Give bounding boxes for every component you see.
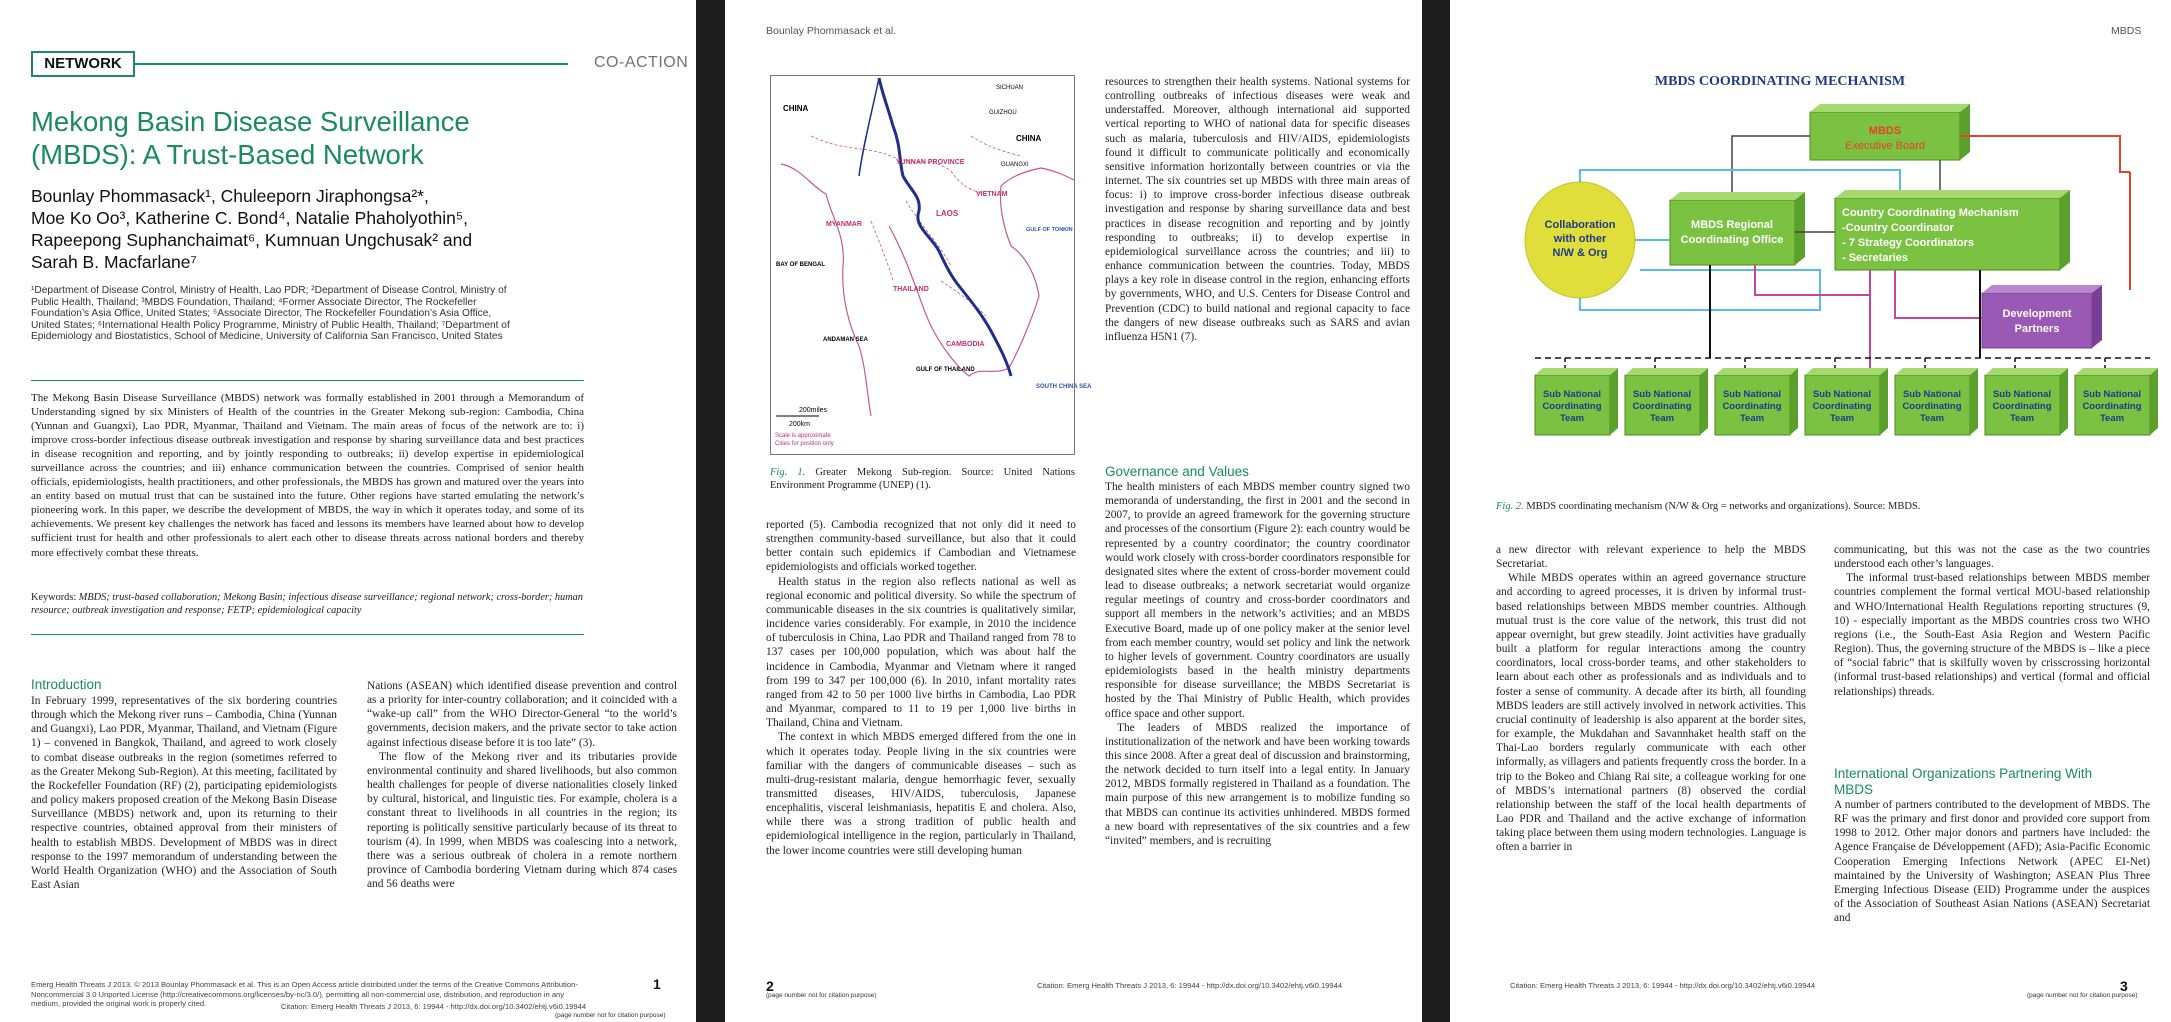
map-label-gulf-tonkin: GULF OF TONKIN (1026, 227, 1073, 233)
license-footer: Emerg Health Threats J 2013. © 2013 Bounlay Phommasack et al. This is an Open Access article distributed under the terms of the Creative Commons Attribution- Noncommercial 3.0 Unported License (http://creativecommons.org/licenses/by-nc/3.0/), permitting all non-commercial use, distribution, and reproduction in any medium, provided the original work is properly cited. (31, 980, 578, 1009)
publisher-logo: CO-ACTION (594, 54, 689, 71)
svg-text:Team: Team (2099, 413, 2125, 424)
sub-team-5 (1895, 368, 1978, 435)
diagram-title: MBDS COORDINATING MECHANISM (1654, 74, 1906, 89)
executive-board-line2: Executive Board (1844, 140, 1926, 152)
link-exec-regional (1732, 136, 1810, 192)
svg-text:Coordinating: Coordinating (2082, 401, 2142, 412)
svg-text:Sub National: Sub National (1722, 389, 1782, 400)
article-title: Mekong Basin Disease Surveillance (MBDS): A Trust-Based Network (31, 106, 470, 170)
abstract-rule-bottom (31, 634, 584, 635)
intro-column-2: Nations (ASEAN) which identified disease prevention and control as a priority for inter-country collaboration; and it coincided with a “wake-up call” from the WHO Director-General “to the world’s governments, decision makers, and the private sector to take action against infectious disease before it is too late” (3). The flow of the Mekong river and its tributaries provide environmental continuity and shared livelihoods, but also common health challenges for people of diverse nationalities closely linked by cultural, historical, and linguistic ties. For example, cholera is a constant threat to livelihoods in all countries in the region; its reporting is politically sensitive particularly because of its threat to tourism (4). In 1999, when MBDS was coalescing into a network, there was a serious outbreak of cholera in a remote northern province of Cambodia bordering Vietnam during which 874 cases and 56 deaths were (367, 680, 677, 891)
keywords: Keywords: MBDS; trust-based collaboration; Mekong Basin; infectious disease surveillance; regional network; cross-border; human resource; outbreak investigation and response; FETP; epidemiological capacity (31, 592, 583, 616)
map-label-china-west: CHINA (783, 104, 809, 113)
section-tag: NETWORK (31, 51, 135, 77)
river-tributary (859, 78, 879, 176)
page-number: 3 (2120, 978, 2128, 994)
governance-heading: Governance and Values (1105, 464, 1249, 479)
scale-km: 200km (789, 421, 811, 428)
collaboration-line3: N/W & Org (1552, 247, 1608, 259)
page2-column-2: resources to strengthen their health systems. National systems for controlling outbreaks of infectious diseases were weak and understaffed. Moreover, although international aid supported vertical reporting to WHO of national data for specific diseases such as malaria, tuberculosis and HIV/AIDS, epidemiologists found it difficult to communicate politically and economically sensitive information horizontally between countries or via the internet. The six countries set up MBDS with three main areas of focus: i) to improve cross-border infectious disease outbreak investigation and response by sharing surveillance data and best practices in disease recognition and reporting and by jointly responding to outbreaks; ii) to develop expertise in epidemiological surveillance across the countries; and iii) to enhance communication between the countries. Today, MBDS plays a key role in disease control in the region, enhancing efforts by governments, WHO, and U.S. Centers for Disease Control and Prevention (CDC) to build national and regional capacity to face the dangers of new disease outbreaks such as SARS and avian influenza H5N1 (7). (1105, 76, 1410, 343)
mekong-river (879, 78, 1011, 376)
country-mechanism-line3: - 7 Strategy Coordinators (1842, 237, 1975, 249)
sub-team-6 (1985, 368, 2068, 435)
development-partners-box-top (1982, 285, 2102, 293)
svg-text:Team: Team (1739, 413, 1765, 424)
page3-column-1: a new director with relevant experience to help the MBDS Secretariat. While MBDS operates within an agreed governance structure and according to agreed processes, it is driven by informal trust-based relationships between MBDS member countries. Although mutual trust is the core value of the network, this trust did not appear overnight, but grew steadily. Joint activities have gradually built a platform for regular interactions among the country coordinators, local cross-border teams, and other stakeholders to learn about each other as professionals and as individuals and to foster a sense of community. A decade after its birth, all founding MBDS leaders are still actively involved in network activities. This crucial continuity of leadership is also apparent at the border sites, for example, the Mukdahan and Savannhaket health staff on the Thai-Lao borders regularly communicate with each other informally, as villagers and patients frequently cross the border. In a trip to the Bokeo and Chiang Rai site, a colleague working for one of MBDS’s international partners (8) observed the cordial relationship between the staff of the local health departments of Lao PDR and Thailand and the active exchange of information taking place between them using modern technologies. Language is often a barrier in (1496, 544, 1806, 854)
sub-team-1 (1535, 368, 1618, 435)
page-number: 2 (766, 978, 774, 994)
svg-text:Sub National: Sub National (1542, 389, 1602, 400)
page-number-note: (page number not for citation purpose) (555, 1012, 666, 1019)
executive-board-box-top (1810, 104, 1970, 112)
svg-text:Sub National: Sub National (1632, 389, 1692, 400)
svg-text:Team: Team (1919, 413, 1945, 424)
svg-text:Coordinating: Coordinating (1632, 401, 1692, 412)
mekong-map-svg (771, 76, 1092, 454)
international-heading: International Organizations Partnering With MBDS (1834, 766, 2093, 797)
sub-team-3 (1715, 368, 1798, 435)
map-label-guizhou: GUIZHOU (989, 110, 1017, 116)
svg-text:Team: Team (1559, 413, 1585, 424)
citation-footer: Citation: Emerg Health Threats J 2013, 6: 19944 - http://dx.doi.org/10.3402/ehtj.v6i0.19944 (1510, 981, 1816, 990)
regional-office-line2: Coordinating Office (1680, 234, 1784, 246)
map-label-sichuan: SICHUAN (996, 85, 1024, 91)
page2-column-1: reported (5). Cambodia recognized that not only did it need to strengthen community-based surveillance, but also that it could better contain such epidemics if Cambodian and Vietnamese epidemiologists and officials worked together. Health status in the region also reflects national as well as regional economic and political diversity. So while the spectrum of communicable diseases in the six countries is qualitatively similar, incidence varies considerably. For example, in 2010 the incidence of tuberculosis in China, Lao PDR and Thailand ranged from 78 to 137 cases per 100,000 population, which was about half the incidence in Cambodia, Myanmar and Vietnam where it ranged from 199 to 347 per 100,000 (6). In 2010, infant mortality rates ranged from 42 to 50 per 1000 live births in Cambodia, Lao PDR and Myanmar, compared to 11 to 19 per 1,000 live births in Thailand, China and Vietnam. The context in which MBDS emerged differed from the one in which it operates today. People living in the six countries were familiar with the dangers of communicable diseases – such as multi-drug-resistant malaria, dengue hemorrhagic fever, sexually transmitted diseases, HIV/AIDS, tuberculosis, Japanese encephalitis, visceral leishmaniasis, hepatitis E and cholera. Also, while there was a strong tradition of public health and epidemiological intelligence in the region, particularly in Thailand, the lower income countries were still developing human (766, 519, 1076, 857)
map-label-yunnan: YUNNAN PROVINCE (896, 159, 965, 166)
map-label-guangxi: GUANGXI (1001, 162, 1029, 168)
scale-note-2: Cities for position only (775, 441, 834, 447)
page-1 (0, 0, 696, 1022)
affiliations: ¹Department of Disease Control, Ministry of Health, Lao PDR; ²Department of Disease Control, Ministry of Public Health, Thailand; ³MBDS Foundation, Thailand; ⁴Former Associate Director, The Rockefeller Foundation’s Asia Office, United States; ⁵Associate Director, The Rockefeller Foundation’s Asia Office, United States; ⁶International Health Policy Programme, Ministry of Public Health, Thailand; ⁷Department of Epidemiology and Biostatistics, School of Medicine, University of California San Francisco, United States (31, 285, 510, 343)
development-partners-box (1982, 293, 2092, 348)
svg-text:Coordinating: Coordinating (1722, 401, 1782, 412)
page-number-note: (page number not for citation purpose) (2027, 992, 2138, 999)
map-label-andaman: ANDAMAN SEA (823, 337, 868, 343)
link-cyan-top (1580, 170, 1900, 190)
svg-text:Coordinating: Coordinating (1542, 401, 1602, 412)
svg-text:Coordinating: Coordinating (1992, 401, 2052, 412)
running-head: MBDS (2111, 25, 2142, 37)
country-mechanism-box-top (1835, 190, 2070, 198)
country-mechanism-line2: -Country Coordinator (1842, 222, 1954, 234)
svg-text:Coordinating: Coordinating (1902, 401, 1962, 412)
collaboration-line2: with other (1553, 233, 1607, 245)
regional-office-box (1670, 200, 1795, 265)
page-number: 1 (653, 976, 661, 992)
sub-team-7 (2075, 368, 2158, 435)
map-label-china-east: CHINA (1016, 134, 1042, 143)
development-partners-line2: Partners (2014, 323, 2060, 335)
country-mechanism-line1: Country Coordinating Mechanism (1842, 207, 2019, 219)
development-partners-box-side (2092, 285, 2102, 348)
svg-text:Team: Team (1829, 413, 1855, 424)
svg-text:Team: Team (2009, 413, 2035, 424)
map-label-thailand: THAILAND (893, 286, 929, 293)
country-mechanism-box-side (2060, 190, 2070, 270)
page-number-note: (page number not for citation purpose) (766, 992, 877, 999)
map-label-laos: LAOS (936, 209, 959, 218)
executive-board-line1: MBDS (1868, 125, 1902, 137)
svg-text:Coordinating: Coordinating (1812, 401, 1872, 412)
executive-board-box-side (1960, 104, 1970, 160)
page3-column-2: communicating, but this was not the case as the two countries understood each other’s languages. The informal trust-based relationships between MBDS member countries complement the formal vertical MOU-based relationship and WHO/International Health Regulations reporting structures (9, 10) - especially important as the MBDS countries cross two WHO regions (i.e., the South-East Asia Region and Western Pacific Region). Thus, the governing structure of the MBDS is – like a piece of “social fabric” that is skilfully woven by crisscrossing horizontal (informal trust-based relationships) and vertical (formal and official relationships) threads. (1834, 544, 2150, 698)
running-head: Bounlay Phommasack et al. (766, 25, 897, 37)
country-mechanism-line4: - Secretaries (1842, 252, 1909, 264)
page3-column-2b: A number of partners contributed to the development of MBDS. The RF was the primary and first donor and provided core support from 1998 to 2012. Other major donors and partners have included: the Agence Française de Développement (AFD); Asia-Pacific Economic Cooperation Emerging Infections Network (APEC EI-Net) maintained by the University of Washington; ASEAN Plus Three Emerging Infectious Disease (EID) Programme under the auspices of the Association of Southeast Asian Nations (ASEAN) Secretariat and (1834, 799, 2150, 925)
sub-team-4 (1805, 368, 1888, 435)
map-label-bay-bengal: BAY OF BENGAL (776, 262, 826, 268)
development-partners-line1: Development (2002, 308, 2072, 320)
intro-column-1: In February 1999, representatives of the six bordering countries through which the Mekong river runs – Cambodia, China (Yunnan and Guangxi), Lao PDR, Myanmar, Thailand, and Vietnam (Figure 1) – convened in Bangkok, Thailand, and agreed to work closely to combat disease outbreaks in the region (sometimes referred to as the Greater Mekong Sub-Region). At this meeting, facilitated by the Rockefeller Foundation (RF) (2), participating epidemiologists and policy makers proposed creation of the Mekong Basin Disease Surveillance (MBDS) network and, upon its returning to their respective countries, obtained approval from their ministers of health to establish MBDS. Development of MBDS was in direct response to the 1997 memorandum of understanding between the World Health Organization (WHO) and the Association of South East Asian (31, 695, 337, 892)
map-label-myanmar: MYANMAR (826, 221, 862, 228)
citation-footer: Citation: Emerg Health Threats J 2013, 6: 19944 - http://dx.doi.org/10.3402/ehtj.v6i0.19944 (1037, 981, 1343, 990)
sub-team-2 (1625, 368, 1708, 435)
figure-1-map (770, 75, 1092, 455)
scale-miles: 200miles (799, 407, 828, 414)
citation-footer: Citation: Emerg Health Threats J 2013, 6: 19944 - http://dx.doi.org/10.3402/ehtj.v6i0.19944 (281, 1002, 587, 1011)
page-2 (725, 0, 1422, 1022)
abstract-rule-top (31, 380, 584, 381)
intro-heading: Introduction (31, 677, 102, 692)
regional-office-box-top (1670, 192, 1805, 200)
scale-note-1: Scale is approximate (775, 433, 831, 439)
sub-national-teams (1535, 368, 2158, 435)
author-list: Bounlay Phommasack¹, Chuleeporn Jiraphongsa²*, Moe Ko Oo³, Katherine C. Bond⁴, Natalie Phaholyothin⁵, Rapeepong Suphanchaimat⁶, Kumnuan Ungchusak² and Sarah B. Macfarlane⁷ (31, 186, 473, 272)
figure-2-diagram (1530, 60, 2170, 490)
svg-text:Team: Team (1649, 413, 1675, 424)
map-label-cambodia: CAMBODIA (946, 341, 985, 348)
svg-text:Sub National: Sub National (1812, 389, 1872, 400)
figure-1-caption: Fig. 1. Greater Mekong Sub-region. Source: United Nations Environment Programme (UNEP) (1). (770, 467, 1075, 491)
figure-2-caption: Fig. 2. MBDS coordinating mechanism (N/W & Org = networks and organizations). Source: MBDS. (1496, 501, 1921, 512)
svg-text:Sub National: Sub National (1902, 389, 1962, 400)
regional-office-line1: MBDS Regional (1691, 219, 1773, 231)
page-3 (1450, 0, 2171, 1022)
svg-text:Sub National: Sub National (2082, 389, 2142, 400)
map-label-south-china-sea: SOUTH CHINA SEA (1036, 384, 1092, 390)
map-label-vietnam: VIETNAM (976, 191, 1008, 198)
regional-office-box-side (1795, 192, 1805, 265)
section-rule (135, 63, 568, 65)
link-exec-ccm-red (1960, 136, 2130, 172)
abstract: The Mekong Basin Disease Surveillance (MBDS) network was formally established in 2001 through a Memorandum of Understanding signed by six Ministers of Health of the countries in the Greater Mekong sub-region: Cambodia, China (Yunnan and Guangxi), Lao PDR, Myanmar, Thailand and Vietnam. The main areas of focus of the network are to: i) improve cross-border infectious disease outbreak investigation and response by sharing surveillance data and best practices in disease recognition and reporting, and by jointly responding to outbreaks; ii) develop expertise in epidemiological surveillance across the countries; and iii) enhance communication between the countries. Comprised of senior health officials, epidemiologists, health practitioners, and other professionals, the MBDS has grown and matured over the years into an entity based on mutual trust that can be sustained into the future. Other regions have started emulating the network’s pioneering work. In this paper, we describe the development of MBDS, the way in which it operates today, and some of its achievements. We present key challenges the network has faced and lessons its members have learned about how to develop sufficient trust for health and other professionals to alert each other to disease threats across national borders and thereby more effectively combat these threats. (31, 392, 584, 559)
svg-text:Sub National: Sub National (1992, 389, 2052, 400)
map-label-gulf-thailand: GULF OF THAILAND (916, 367, 975, 373)
collaboration-line1: Collaboration (1544, 219, 1616, 231)
page2-column-2b: The health ministers of each MBDS member country signed two memoranda of understanding, the first in 2001 and the second in 2007, to provide an agreed framework for the governing structure and processes of the consortium (Figure 2): each country would be represented by a country coordinator; the country coordinator would work closely with cross-border coordinators responsible for designated sites where the extent of cross-border movement could lead to disease outbreaks; a network secretariat would organize regular meetings of country and cross-border coordinators and support all members in the network’s activities; and an MBDS Executive Board, made up of one policy maker at the senior level from each member country, would set policy and link the network to higher levels of government. Country coordinators are usually epidemiologists based in the health ministry departments responsible for disease surveillance; the MBDS Secretariat is hosted by the Thai Ministry of Public Health, which provides office space and other support. The leaders of MBDS realized the importance of institutionalization of the network and have been working towards this since 2008. After a great deal of discussion and brainstorming, the network decided to turn itself into a legal entity. In January 2012, MBDS formally registered in Thailand as a foundation. The main purpose of this new arrangement is to mobilize funding so that MBDS can continue its activities unhindered. MBDS formed a new board with representatives of the six countries and a few “invited” members, and is recruiting (1105, 481, 1410, 847)
